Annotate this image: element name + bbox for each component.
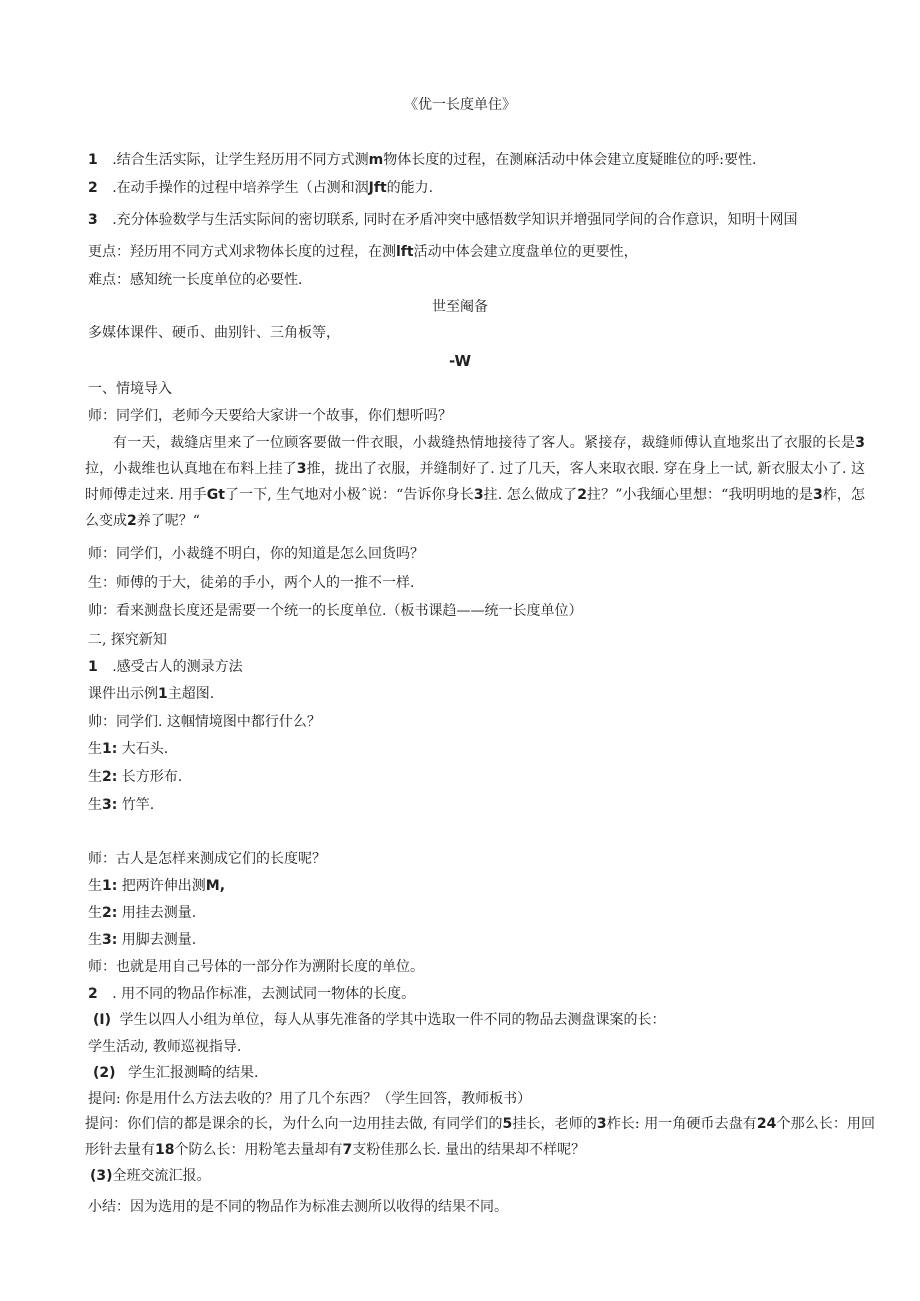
prep-items: 多媒体课件、硬币、曲别针、三角板等， [88, 325, 340, 341]
q2-text-6: 支粉佳那么长. 量出的结果却不样呢？ [352, 1142, 586, 1158]
section-1-heading: 一、情境导入 [88, 381, 172, 397]
answer-1-number: 1: [102, 741, 118, 757]
item-2-number: (2) [93, 1065, 116, 1081]
goal-3-number: 3 [88, 212, 98, 228]
answer-6-prefix: 生 [88, 932, 102, 948]
example-text-2: 主超图. [167, 686, 215, 702]
key-point-text2: 活动中体会建立度盘单位的更要性， [413, 244, 638, 260]
story-num-7: 2 [127, 513, 137, 529]
answer-6-number: 3: [102, 932, 118, 948]
goal-3-text: .充分体验数学与生活实际间的密切联系, 同时在矛盾冲突中感悟数学知识并增强同学间的合作意识，知明十网国 [112, 212, 798, 228]
doc-title: 《优一长度单住》 [404, 97, 516, 113]
answer-1 [88, 739, 168, 759]
question-1: 提问: 你是用什么方法去收的？用了几个东西？（学生回答，教师板书） [88, 1091, 532, 1107]
q2-num-1: 5 [502, 1116, 513, 1132]
teacher-line-1: 师：同学们，老师今天要给大家讲一个故事，你们想听吗？ [88, 408, 452, 424]
answer-5-number: 2: [102, 905, 118, 921]
key-point-bold: lft [396, 244, 414, 260]
goal-2 [88, 178, 433, 198]
story-num-3: Gt [206, 487, 225, 503]
story-num-6: 3 [812, 487, 823, 503]
summary: 小结：因为选用的是不同的物品作为标准去测所以收得的结果不同。 [88, 1199, 508, 1215]
process-heading: -W [448, 352, 472, 370]
example-line [88, 684, 214, 704]
q2-num-2: 3 [596, 1116, 607, 1132]
item-2 [93, 1063, 258, 1083]
q2-text-4: 个那么长：用回形针去量有 [85, 1116, 876, 1158]
goal-2-number: 2 [88, 180, 98, 196]
teacher-line-3: 帅：看来测盘长度还是需要一个统一的长度单位.（板书课趋——统一长度单位） [88, 603, 583, 619]
section-2-heading: 二, 探究新知 [88, 632, 167, 648]
answer-2-prefix: 生 [88, 769, 102, 785]
step-2-text: . 用不同的物品作标准，去测试同一物体的长度。 [112, 986, 416, 1002]
question-2-paragraph [85, 1111, 875, 1163]
example-number: 1 [158, 686, 168, 702]
goal-1-text2: 物体长度的过程，在测麻活动中体会建立度疑睢位的呼:要性. [383, 152, 757, 168]
activity-line: 学生活动, 教师巡视指导. [88, 1039, 242, 1055]
answer-4-number: 1: [102, 878, 118, 894]
answer-4 [88, 876, 225, 896]
answer-4-prefix: 生 [88, 878, 102, 894]
step-1-text: .感受古人的测录方法 [112, 659, 243, 675]
story-num-5: 2 [577, 487, 587, 503]
story-text-2: 拉，小裁维也认真地在布料上挂了 [85, 461, 297, 477]
goal-1-bold: m [368, 152, 384, 168]
step-1-number: 1 [88, 659, 98, 675]
goal-1-text: .结合生活实际，让学生羟历用不同方式测 [112, 152, 369, 168]
step-1-heading [88, 657, 243, 677]
q2-text-2: 挂长，老师的 [512, 1116, 597, 1132]
goal-1 [88, 150, 756, 170]
answer-5-prefix: 生 [88, 905, 102, 921]
q2-num-3: 24 [756, 1116, 777, 1132]
student-line-1: 生：师傅的于大，徒弟的手小，两个人的一推不一样. [88, 575, 415, 591]
answer-3-prefix: 生 [88, 797, 102, 813]
story-text-8: 养了呢？“ [136, 513, 200, 529]
item-1-text: 学生以四人小组为单位，每人从事先准备的学其中选取一件不同的物品去测盘课案的长： [119, 1012, 666, 1028]
teacher-line-4: 帅：同学们. 这帼情境图中都行什么？ [88, 714, 321, 730]
story-text-7: 柞，怎么变成 [85, 487, 865, 529]
item-3 [90, 1166, 211, 1186]
step-2-heading [88, 984, 415, 1004]
answer-3-number: 3: [102, 797, 118, 813]
q2-text-3: 柞长: 用一角硬币去盘有 [606, 1116, 757, 1132]
teacher-line-5: 师：古人是怎样来测成它们的长度呢？ [88, 851, 326, 867]
step-2-number: 2 [88, 986, 98, 1002]
answer-5 [88, 903, 196, 923]
goal-2-text: .在动手操作的过程中培养学生（占测和洇 [112, 180, 369, 196]
item-3-number: (3) [90, 1168, 113, 1184]
q2-num-5: 7 [342, 1142, 353, 1158]
answer-5-text: 用挂去测量. [121, 905, 197, 921]
goal-2-text2: 的能力. [386, 180, 434, 196]
teacher-line-6: 师：也就是用自己号体的一部分作为溯附长度的单位。 [88, 959, 424, 975]
answer-4-text: 把两许伸出测 [121, 878, 206, 894]
story-num-4: 3 [473, 487, 484, 503]
answer-4-bold: M, [205, 878, 226, 894]
story-text-6: 拄？”小我缅心里想：“我明明地的是 [586, 487, 813, 503]
answer-3-text: 竹竿. [121, 797, 155, 813]
story-text-3: 推，拢出了衣服，并缝制好了. 过了几天，客人来取衣眼. 穿在身上一试, 新衣服太小了. 这时师傅走过来. 用手 [85, 461, 865, 503]
answer-2-text: 长方形布. [121, 769, 183, 785]
goal-1-number: 1 [88, 152, 98, 168]
example-text-1: 课件出示例 [88, 686, 158, 702]
answer-6 [88, 930, 196, 950]
q2-num-4: 18 [155, 1142, 175, 1158]
answer-2-number: 2: [102, 769, 118, 785]
story-text-5: 拄. 怎么做成了 [483, 487, 578, 503]
item-1 [93, 1010, 665, 1030]
story-text-4: 了一下, 生气地对小极ˆ说：“告诉你身长 [224, 487, 474, 503]
answer-2 [88, 767, 182, 787]
story-num-2: 3 [296, 461, 307, 477]
teacher-line-2: 师：同学们，小裁缝不明白，你的知道是怎么回货吗？ [88, 546, 424, 562]
story-paragraph [85, 430, 865, 534]
q2-text-5: 个防么长：用粉笔去量却有 [174, 1142, 343, 1158]
key-point [88, 242, 638, 262]
story-num-1: 3 [855, 435, 865, 451]
goal-3 [88, 210, 798, 230]
answer-3 [88, 795, 154, 815]
key-point-text: 更点：羟历用不同方式刈求物体长度的过程，在测 [88, 244, 396, 260]
story-text-1: 有一天，裁缝店里来了一位顾客要做一件衣眼，小裁缝热情地接待了客人。紧接存，裁缝师傅认直地浆出了衣服的长是 [113, 435, 856, 451]
goal-2-bold: Jft [368, 180, 387, 196]
item-3-text: 全班交流汇报。 [112, 1168, 211, 1184]
item-1-number: (I) [93, 1012, 112, 1028]
answer-1-prefix: 生 [88, 741, 102, 757]
item-2-text: 学生汇报测畸的结果. [128, 1065, 259, 1081]
prep-heading: 世至阉备 [432, 299, 488, 315]
difficulty: 难点：感知统一长度单位的必要性. [88, 272, 303, 288]
answer-6-text: 用脚去测量. [121, 932, 197, 948]
q2-text-1: 提问：你们信的都是课余的长，为什么向一边用挂去做, 有同学们的 [85, 1116, 503, 1132]
answer-1-text: 大石头. [121, 741, 169, 757]
